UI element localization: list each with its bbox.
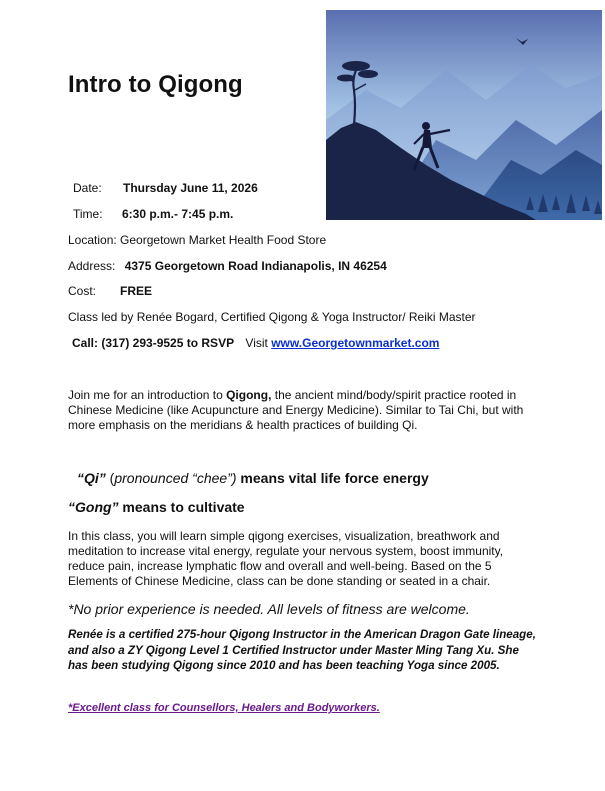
address-row (68, 259, 387, 273)
qigong-silhouette-illustration (326, 10, 602, 220)
date-label: Date: (73, 181, 102, 195)
time-value: 6:30 p.m.- 7:45 p.m. (122, 207, 234, 221)
intro-paragraph (68, 388, 538, 433)
cost-row (68, 284, 153, 298)
qi-meaning: means vital life force energy (236, 470, 429, 486)
phone-rsvp: Call: (317) 293-9525 to RSVP (72, 336, 235, 350)
qi-definition (77, 470, 429, 486)
intro-text-start: Join me for an introduction to (68, 388, 227, 402)
instructor-line: Class led by Renée Bogard, Certified Qigong & Yoga Instructor/ Reiki Master (68, 310, 476, 324)
gong-term: “Gong” (68, 499, 119, 515)
date-value: Thursday June 11, 2026 (123, 181, 258, 195)
address-value: 4375 Georgetown Road Indianapolis, IN 46254 (124, 259, 387, 273)
qi-paren: ( (105, 470, 115, 486)
time-row (73, 207, 234, 221)
intro-text-end: the ancient mind/body/spirit practice rooted in Chinese Medicine (like Acupuncture and Energy Medicine). Similar to Tai Chi, but with more emphasis on the meridians & health practices of building Qi. (68, 388, 524, 432)
class-description: In this class, you will learn simple qigong exercises, visualization, breathwork and meditation to increase vital energy, regulate your nervous system, boost immunity, reduce pain, increase lymphatic flow and overall and well-being. Based on the 5 Elements of Chinese Medicine, class can be done standing or seated in a chair. (68, 529, 504, 588)
audience-note: *Excellent class for Counsellors, Healers and Bodyworkers. (68, 702, 380, 714)
cost-label: Cost: (68, 284, 97, 298)
qi-term: “Qi” (77, 470, 106, 486)
intro-qigong-term: Qigong, (226, 388, 272, 402)
website-link[interactable]: www.Georgetownmarket.com (271, 336, 440, 350)
date-row (73, 181, 258, 195)
cost-value: FREE (120, 284, 153, 298)
gong-definition (68, 499, 245, 515)
time-label: Time: (73, 207, 103, 221)
location-row: Location: Georgetown Market Health Food Store (68, 233, 327, 247)
rsvp-line (72, 336, 439, 350)
no-experience-note: *No prior experience is needed. All levels of fitness are welcome. (68, 601, 470, 617)
gong-meaning: means to cultivate (118, 499, 245, 515)
visit-label: Visit (245, 336, 268, 350)
instructor-bio: Renée is a certified 275-hour Qigong Instructor in the American Dragon Gate lineage, and also a ZY Qigong Level 1 Certified Instructor under Master Ming Tang Xu. She has been studying Qigong since 2010 and has been teaching Yoga since 2005. (68, 628, 536, 672)
address-label: Address: (68, 259, 116, 273)
qi-pronunciation: pronounced “chee”) (114, 470, 237, 486)
page-title: Intro to Qigong (68, 71, 243, 98)
